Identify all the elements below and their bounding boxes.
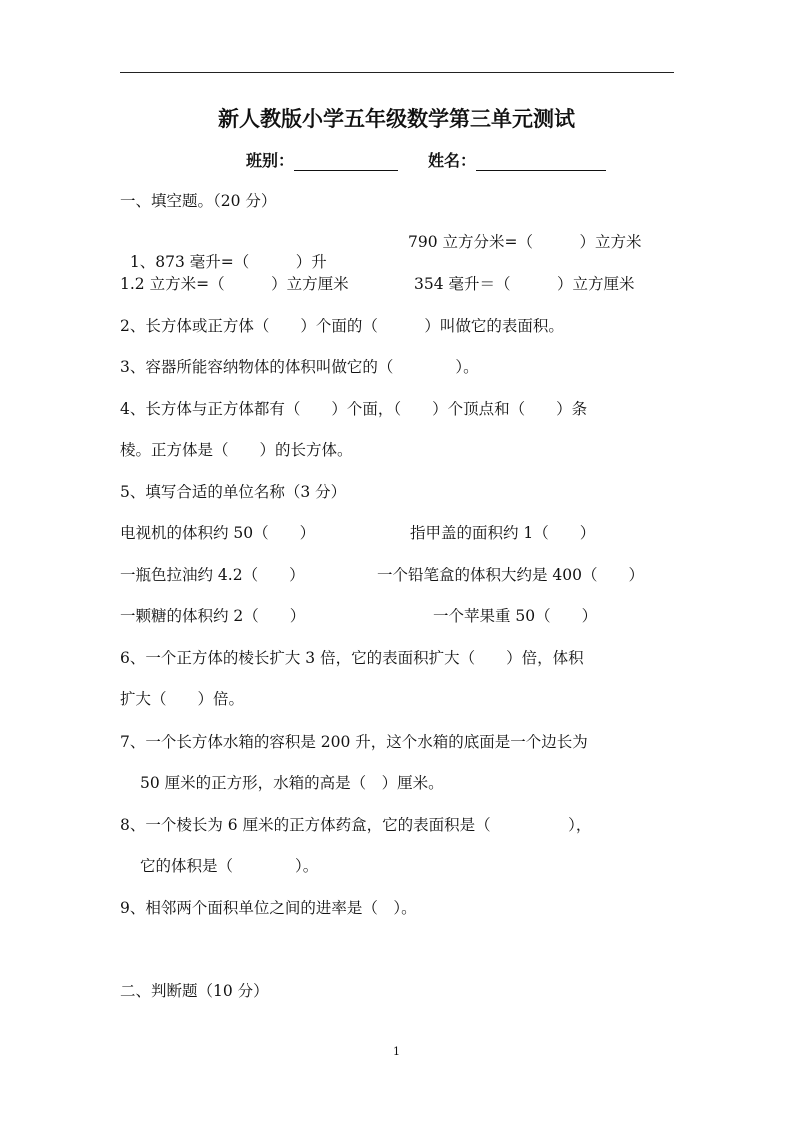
q9: 9、相邻两个面积单位之间的进率是（ ）。 bbox=[120, 899, 417, 917]
q1a-left: 1、873 毫升=（ ）升 bbox=[129, 253, 327, 271]
q5-heading: 5、填写合适的单位名称（3 分） bbox=[120, 483, 347, 501]
q8-line2: 它的体积是（ ）。 bbox=[140, 857, 319, 875]
q7-line1: 7、一个长方体水箱的容积是 200 升，这个水箱的底面是一个边长为 bbox=[120, 733, 588, 751]
section2-heading: 二、判断题（10 分） bbox=[120, 982, 269, 1000]
q8-line1: 8、一个棱长为 6 厘米的正方体药盒，它的表面积是（ ）， bbox=[120, 816, 592, 834]
class-blank[interactable] bbox=[294, 152, 398, 171]
q5-a-right: 指甲盖的面积约 1（ ） bbox=[410, 524, 596, 542]
page-number: 1 bbox=[393, 1045, 400, 1058]
q6-line1: 6、一个正方体的棱长扩大 3 倍，它的表面积扩大（ ）倍，体积 bbox=[120, 649, 584, 667]
class-label: 班别： bbox=[246, 151, 295, 170]
page-title: 新人教版小学五年级数学第三单元测试 bbox=[218, 107, 575, 131]
q1b-right: 354 毫升＝（ ）立方厘米 bbox=[414, 275, 635, 293]
q7-line2: 50 厘米的正方形，水箱的高是（ ）厘米。 bbox=[140, 774, 444, 792]
q1b-left: 1.2 立方米=（ ）立方厘米 bbox=[120, 275, 349, 293]
q5-a-left: 电视机的体积约 50（ ） bbox=[120, 524, 316, 542]
name-bar bbox=[246, 148, 606, 171]
q3: 3、容器所能容纳物体的体积叫做它的（ ）。 bbox=[120, 358, 479, 376]
q4-line2: 棱。正方体是（ ）的长方体。 bbox=[120, 441, 353, 459]
q1a-right: 790 立方分米=（ ）立方米 bbox=[408, 233, 642, 251]
name-label: 姓名： bbox=[428, 151, 477, 170]
q1-line1 bbox=[120, 232, 327, 272]
q6-line2: 扩大（ ）倍。 bbox=[120, 690, 245, 708]
q5-b-left: 一瓶色拉油约 4.2（ ） bbox=[120, 566, 305, 584]
q5-b-right: 一个铅笔盒的体积大约是 400（ ） bbox=[377, 566, 645, 584]
top-rule bbox=[120, 72, 674, 73]
q4-line1: 4、长方体与正方体都有（ ）个面，（ ）个顶点和（ ）条 bbox=[120, 400, 588, 418]
name-blank[interactable] bbox=[476, 152, 606, 171]
q2: 2、长方体或正方体（ ）个面的（ ）叫做它的表面积。 bbox=[120, 317, 564, 335]
section1-heading: 一、填空题。（20 分） bbox=[120, 192, 277, 210]
q5-c-left: 一颗糖的体积约 2（ ） bbox=[120, 607, 306, 625]
q5-c-right: 一个苹果重 50（ ） bbox=[433, 607, 598, 625]
